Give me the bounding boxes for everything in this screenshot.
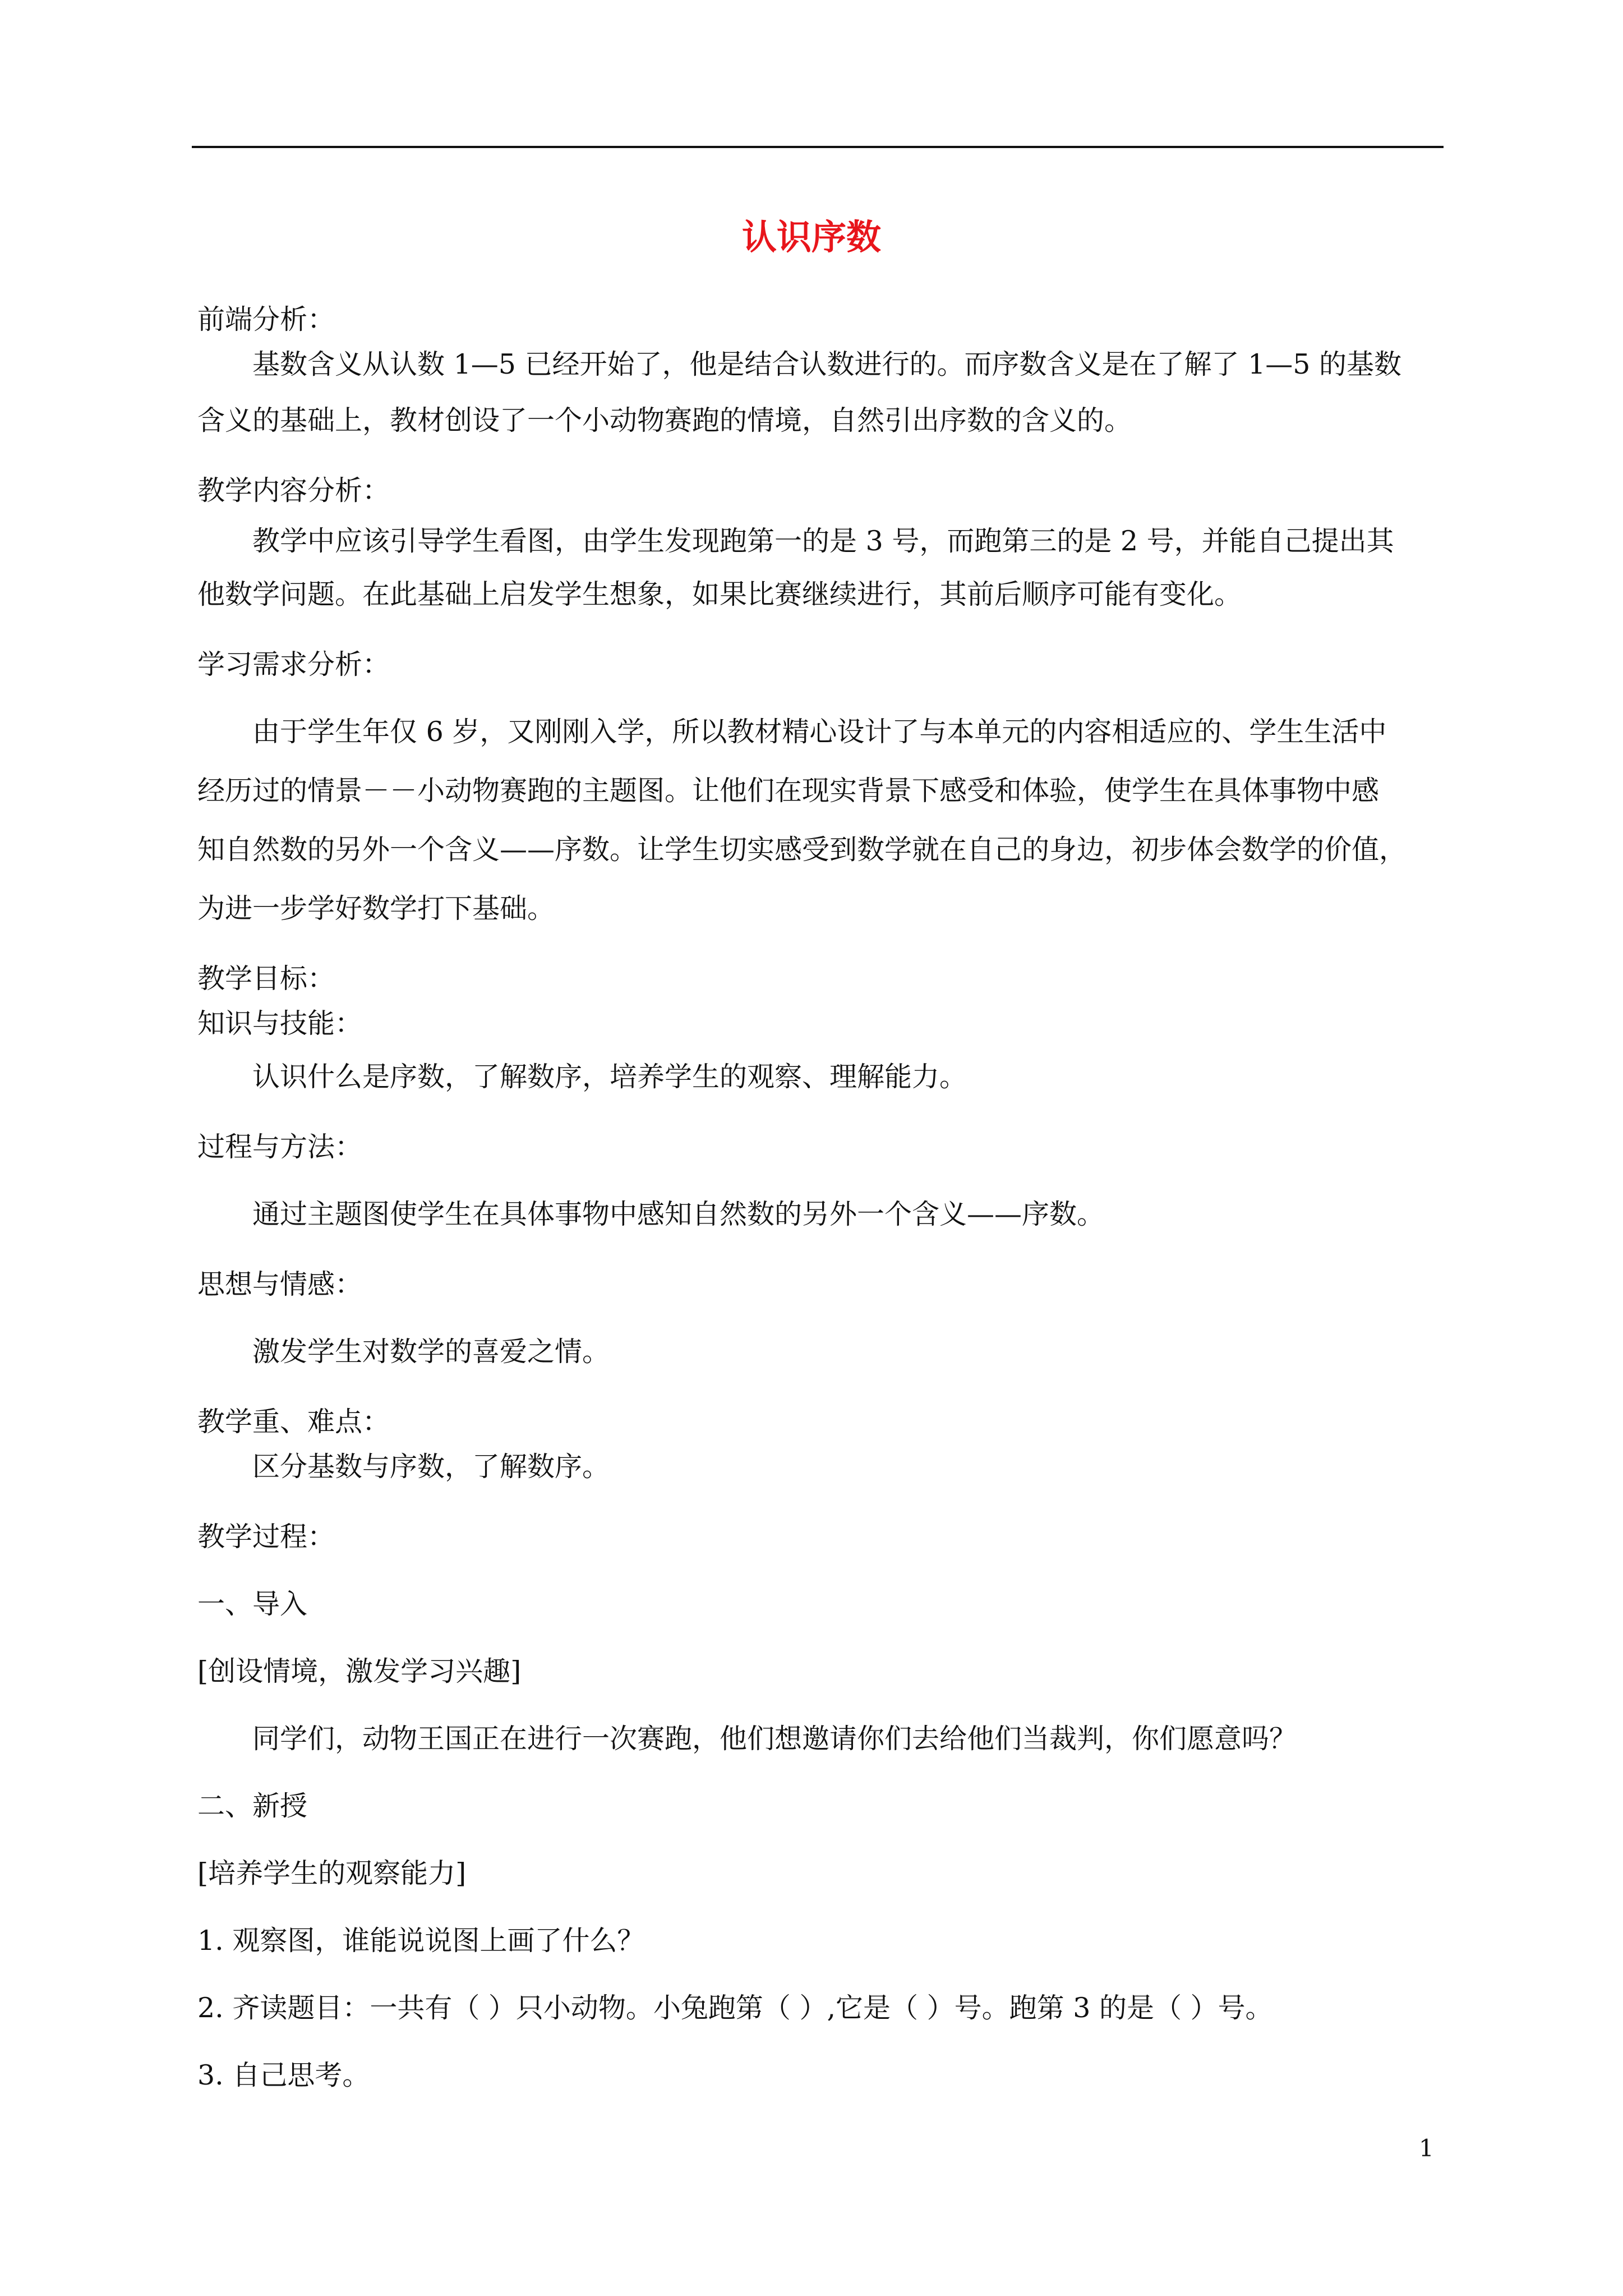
heading-thought-emotion: 思想与情感： — [197, 1268, 363, 1300]
bracket-note: [创设情境，激发学习兴趣] — [197, 1655, 522, 1687]
paragraph-line: 知自然数的另外一个含义——序数。让学生切实感受到数学就在自己的身边，初步体会数学的价值， — [197, 834, 1407, 866]
section-introduction: 一、导入 — [197, 1588, 308, 1620]
section-new-lesson: 二、新授 — [197, 1790, 308, 1822]
paragraph-line: 激发学生对数学的喜爱之情。 — [252, 1336, 610, 1368]
list-item: 2. 齐读题目：一共有（ ）只小动物。小兔跑第（ ）,它是（ ）号。跑第 3 的是（ ）号。 — [197, 1992, 1273, 2024]
bracket-note: [培养学生的观察能力] — [197, 1857, 467, 1889]
paragraph-line: 区分基数与序数，了解数序。 — [252, 1451, 610, 1483]
header-rule — [192, 146, 1444, 148]
page-number: 1 — [1419, 2134, 1434, 2162]
document-title: 认识序数 — [741, 217, 881, 257]
paragraph-line: 由于学生年仅 6 岁，又刚刚入学，所以教材精心设计了与本单元的内容相适应的、学生生活中 — [252, 716, 1387, 748]
heading-frontend-analysis: 前端分析： — [197, 303, 335, 335]
paragraph-line: 经历过的情景－－小动物赛跑的主题图。让他们在现实背景下感受和体验，使学生在具体事物中感 — [197, 775, 1380, 807]
heading-content-analysis: 教学内容分析： — [197, 475, 390, 507]
paragraph-line: 为进一步学好数学打下基础。 — [197, 892, 555, 924]
paragraph-line: 认识什么是序数，了解数序，培养学生的观察、理解能力。 — [252, 1061, 967, 1093]
paragraph-line: 他数学问题。在此基础上启发学生想象，如果比赛继续进行，其前后顺序可能有变化。 — [197, 578, 1242, 610]
list-item: 1. 观察图，谁能说说图上画了什么？ — [197, 1925, 645, 1957]
paragraph-line: 含义的基础上，教材创设了一个小动物赛跑的情境，自然引出序数的含义的。 — [197, 404, 1132, 436]
heading-learning-needs: 学习需求分析： — [197, 648, 390, 680]
paragraph-line: 同学们，动物王国正在进行一次赛跑，他们想邀请你们去给他们当裁判，你们愿意吗？ — [252, 1723, 1297, 1755]
heading-knowledge-skills: 知识与技能： — [197, 1007, 363, 1039]
heading-process-method: 过程与方法： — [197, 1131, 363, 1163]
paragraph-line: 教学中应该引导学生看图，由学生发现跑第一的是 3 号，而跑第三的是 2 号，并能自己提出其 — [252, 525, 1394, 557]
list-item: 3. 自己思考。 — [197, 2059, 370, 2091]
heading-teaching-goals: 教学目标： — [197, 963, 335, 995]
paragraph-line: 基数含义从认数 1—5 已经开始了，他是结合认数进行的。而序数含义是在了解了 1—5 的基数 — [252, 348, 1402, 380]
heading-key-difficult-points: 教学重、难点： — [197, 1406, 390, 1438]
paragraph-line: 通过主题图使学生在具体事物中感知自然数的另外一个含义——序数。 — [252, 1198, 1105, 1230]
heading-teaching-process: 教学过程： — [197, 1521, 335, 1553]
